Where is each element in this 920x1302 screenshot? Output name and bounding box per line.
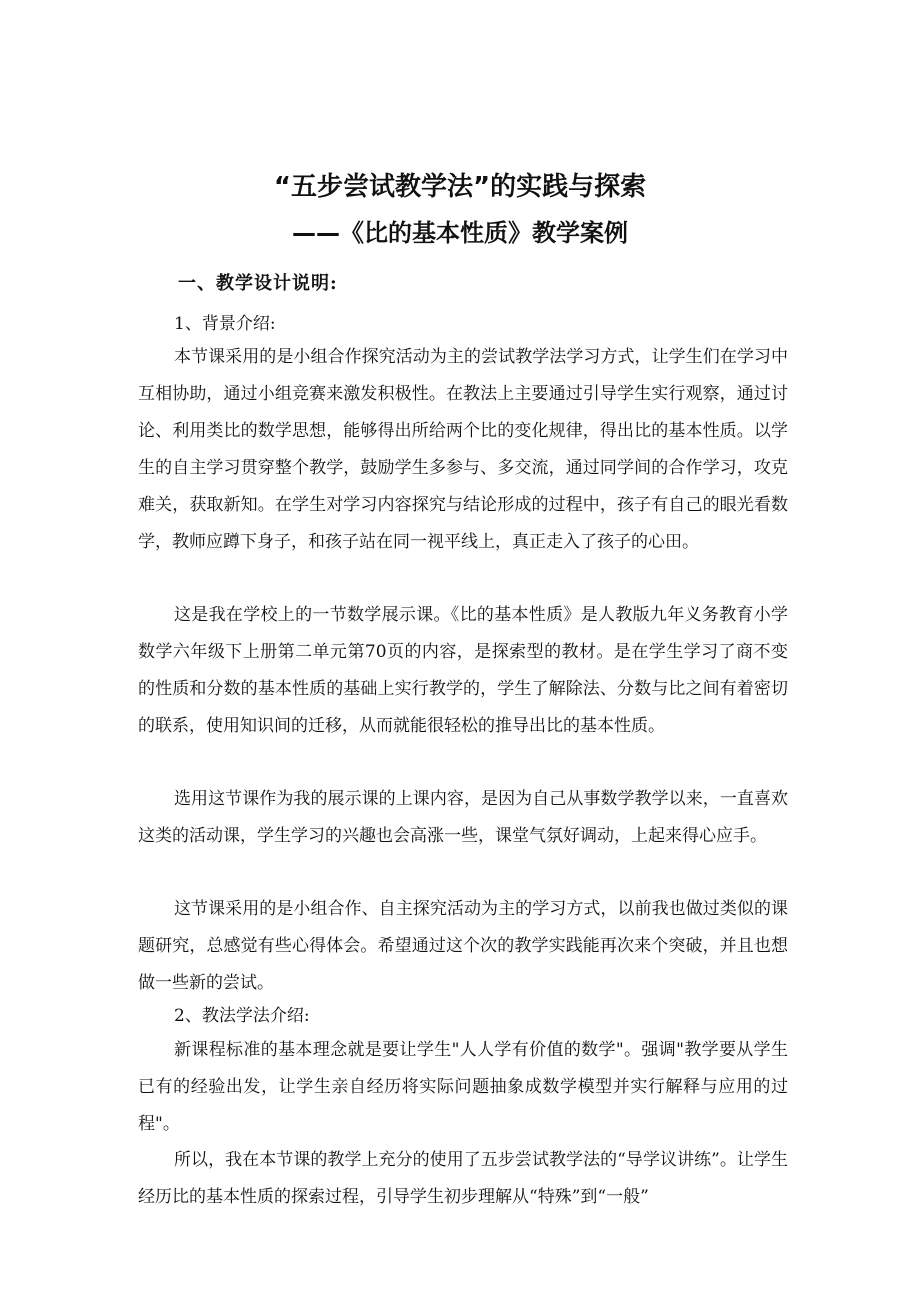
document-subtitle: ——《比的基本性质》教学案例 <box>292 219 628 247</box>
document-title: “五步尝试教学法”的实践与探索 <box>273 172 647 202</box>
paragraph: 这是我在学校上的一节数学展示课。《比的基本性质》是人教版九年义务教育小学数学六年级下上册第二单元第70页的内容，是探索型的教材。是在学生学习了商不变的性质和分数的基本性质的基础上实行教学的，学生了解除法、分数与比之间有着密切的联系，使用知识间的迁移，从而就能很轻松的推导出比的基本性质。 <box>138 605 788 736</box>
paragraph: 这节课采用的是小组合作、自主探究活动为主的学习方式，以前我也做过类似的课题研究，总感觉有些心得体会。希望通过这个次的教学实践能再次来个突破，并且也想做一些新的尝试。 <box>138 899 788 993</box>
paragraph: 所以，我在本节课的教学上充分的使用了五步尝试教学法的“导学议讲练”。让学生经历比的基本性质的探索过程，引导学生初步理解从“特殊”到“一般” <box>138 1150 788 1207</box>
subsection-heading-methods: 2、教法学法介绍: <box>174 1006 310 1026</box>
paragraph: 新课程标准的基本理念就是要让学生"人人学有价值的数学"。强调"教学要从学生已有的经验出发，让学生亲自经历将实际问题抽象成数学模型并实行解释与应用的过程"。 <box>138 1040 788 1134</box>
section-heading: 一、教学设计说明: <box>178 273 338 294</box>
paragraph: 本节课采用的是小组合作探究活动为主的尝试教学法学习方式，让学生们在学习中互相协助，通过小组竞赛来激发积极性。在教法上主要通过引导学生实行观察，通过讨论、利用类比的数学思想，能够得出所给两个比的变化规律，得出比的基本性质。以学生的自主学习贯穿整个教学，鼓励学生多参与、多交流，通过同学间的合作学习，攻克难关，获取新知。在学生对学习内容探究与结论形成的过程中，孩子有自己的眼光看数学，教师应蹲下身子，和孩子站在同一视平线上，真正走入了孩子的心田。 <box>138 347 788 552</box>
subsection-heading-background: 1、背景介绍: <box>174 314 276 334</box>
paragraph: 选用这节课作为我的展示课的上课内容，是因为自己从事数学教学以来，一直喜欢这类的活动课，学生学习的兴趣也会高涨一些，课堂气氛好调动，上起来得心应手。 <box>138 789 788 846</box>
